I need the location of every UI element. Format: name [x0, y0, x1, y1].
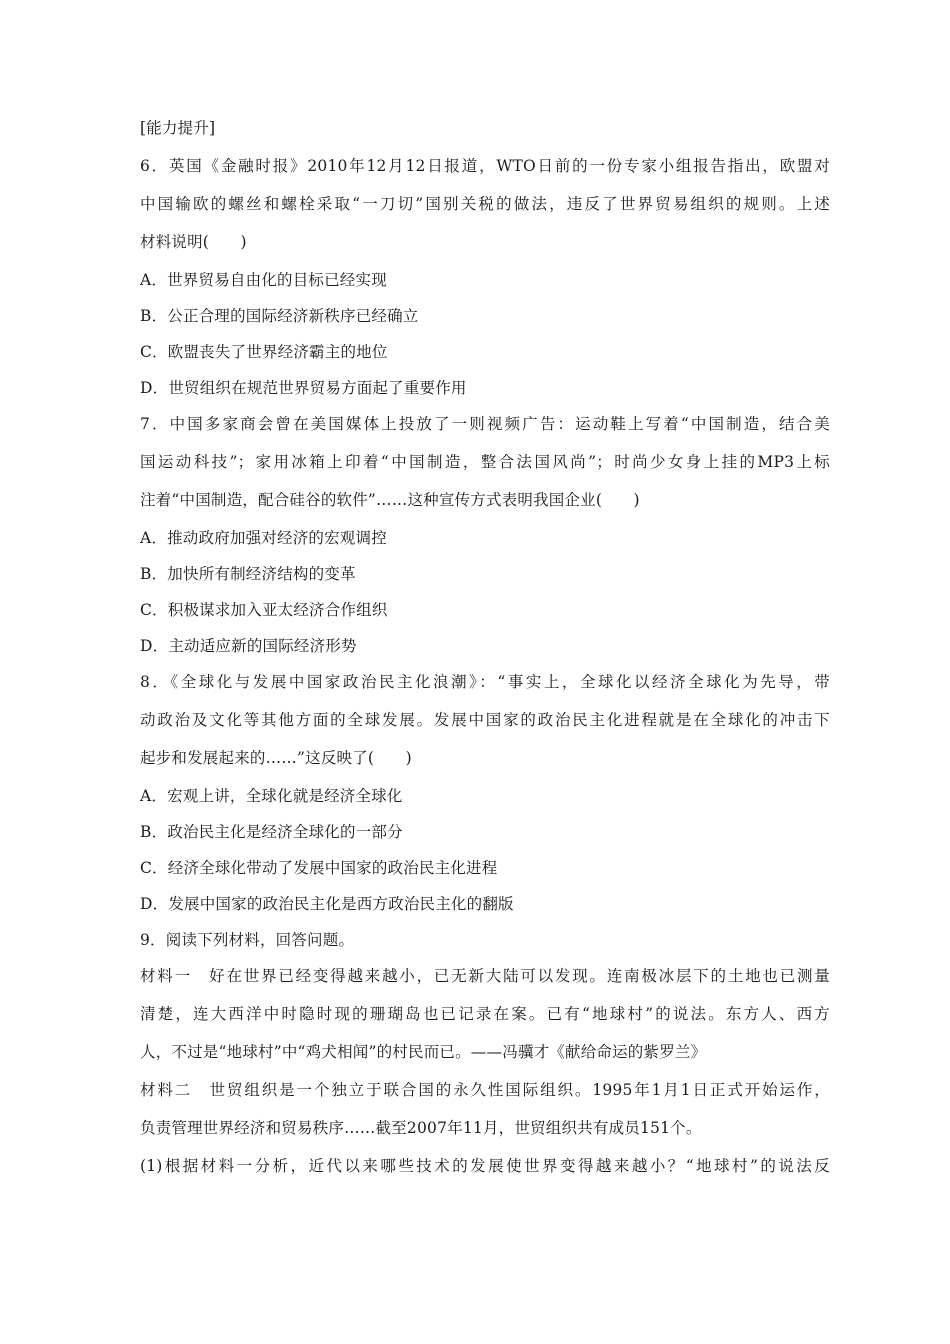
- option-b[interactable]: B．公正合理的国际经济新秩序已经确立: [140, 307, 419, 325]
- section-heading: [能力提升]: [140, 119, 216, 137]
- option-a[interactable]: A．宏观上讲，全球化就是经济全球化: [140, 787, 403, 805]
- material-two-line: 负责管理世界经济和贸易秩序……截至2007年11月，世贸组织共有成员151个。: [140, 1119, 702, 1137]
- option-c[interactable]: C．欧盟丧失了世界经济霸主的地位: [140, 343, 388, 361]
- option-a[interactable]: A．推动政府加强对经济的宏观调控: [140, 529, 387, 547]
- material-one-line: 清楚，连大西洋中时隐时现的珊瑚岛也已记录在案。已有“地球村”的说法。东方人、西方: [140, 1005, 830, 1023]
- option-d[interactable]: D．发展中国家的政治民主化是西方政治民主化的翻版: [140, 895, 514, 913]
- option-d[interactable]: D．主动适应新的国际经济形势: [140, 637, 357, 655]
- option-d[interactable]: D．世贸组织在规范世界贸易方面起了重要作用: [140, 379, 467, 397]
- question-9-title: 9．阅读下列材料，回答问题。: [140, 931, 355, 949]
- option-b[interactable]: B．加快所有制经济结构的变革: [140, 565, 356, 583]
- question-6: [140, 156, 830, 398]
- option-c[interactable]: C．积极谋求加入亚太经济合作组织: [140, 601, 388, 619]
- question-stem-line: 7．中国多家商会曾在美国媒体上投放了一则视频广告：运动鞋上写着“中国制造，结合美: [140, 415, 830, 433]
- question-stem-line: 动政治及文化等其他方面的全球发展。发展中国家的政治民主化进程就是在全球化的冲击下: [140, 711, 830, 729]
- material-one-line: 人，不过是“地球村”中“鸡犬相闻”的村民而已。——冯骥才《献给命运的紫罗兰》: [140, 1043, 707, 1061]
- option-b[interactable]: B．政治民主化是经济全球化的一部分: [140, 823, 403, 841]
- sub-question-1: (1)根据材料一分析，近代以来哪些技术的发展使世界变得越来越小？“地球村”的说法反: [140, 1157, 830, 1175]
- question-stem-line: 注着“中国制造，配合硅谷的软件”……这种宣传方式表明我国企业( ): [140, 491, 640, 509]
- question-7: [140, 414, 830, 656]
- question-stem-line: 材料说明( ): [140, 233, 247, 251]
- question-stem-line: 6．英国《金融时报》2010年12月12日报道，WTO日前的一份专家小组报告指出，欧盟对: [140, 157, 830, 175]
- material-two-line: 材料二 世贸组织是一个独立于联合国的永久性国际组织。1995年1月1日正式开始运作，: [140, 1081, 830, 1099]
- material-one-line: 材料一 好在世界已经变得越来越小，已无新大陆可以发现。连南极冰层下的土地也已测量: [140, 967, 830, 985]
- question-stem-line: 起步和发展起来的……”这反映了( ): [140, 749, 412, 767]
- question-stem-line: 8．《全球化与发展中国家政治民主化浪潮》：“事实上，全球化以经济全球化为先导，带: [140, 673, 830, 691]
- option-a[interactable]: A．世界贸易自由化的目标已经实现: [140, 271, 387, 289]
- question-9: [140, 930, 830, 1176]
- question-8: [140, 672, 830, 914]
- question-stem-line: 国运动科技”；家用冰箱上印着“中国制造，整合法国风尚”；时尚少女身上挂的MP3上标: [140, 453, 830, 471]
- question-stem-line: 中国输欧的螺丝和螺栓采取“一刀切”国别关税的做法，违反了世界贸易组织的规则。上述: [140, 195, 830, 213]
- document-page: [140, 118, 830, 1194]
- option-c[interactable]: C．经济全球化带动了发展中国家的政治民主化进程: [140, 859, 498, 877]
